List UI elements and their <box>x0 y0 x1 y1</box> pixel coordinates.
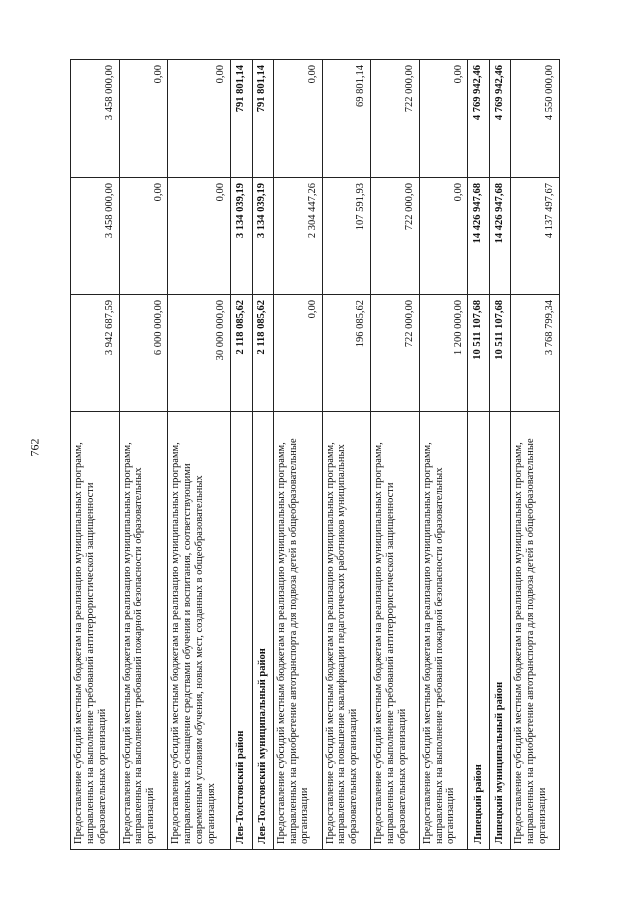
row-value-1: 30 000 000,00 <box>168 295 231 412</box>
row-description: Лев-Толстовский муниципальный район <box>252 412 273 850</box>
table-container <box>70 60 560 850</box>
row-value-2: 3 134 039,19 <box>252 178 273 295</box>
table-row-total <box>231 60 252 850</box>
row-value-2: 0,00 <box>419 178 468 295</box>
row-value-3: 0,00 <box>119 60 168 178</box>
page-number: 762 <box>27 438 42 457</box>
row-value-2: 2 304 447,26 <box>273 178 322 295</box>
row-value-1: 6 000 000,00 <box>119 295 168 412</box>
row-value-3: 791 801,14 <box>252 60 273 178</box>
row-description: Предоставление субсидий местным бюджетам на реализацию муниципальных программ, направленных на приобретение автотранспорта для подвоза детей в общеобразовательные организации <box>273 412 322 850</box>
row-value-1: 0,00 <box>273 295 322 412</box>
row-description: Предоставление субсидий местным бюджетам на реализацию муниципальных программ, направленных на выполнение требований пожарной безопасности образовательных организаций <box>419 412 468 850</box>
row-description: Предоставление субсидий местным бюджетам на реализацию муниципальных программ, направленных на выполнение требований антитеррористической защищенности образовательных организаций <box>71 412 120 850</box>
row-description: Лев-Толстовский район <box>231 412 252 850</box>
table-row <box>322 60 371 850</box>
row-value-3: 69 801,14 <box>322 60 371 178</box>
table-row <box>273 60 322 850</box>
table-row <box>371 60 420 850</box>
row-description: Предоставление субсидий местным бюджетам на реализацию муниципальных программ, направленных на выполнение требований пожарной безопасности образовательных организаций <box>119 412 168 850</box>
row-value-1: 10 511 107,68 <box>489 295 510 412</box>
table-row-total <box>468 60 489 850</box>
row-value-1: 3 768 799,34 <box>511 295 560 412</box>
table-row <box>419 60 468 850</box>
row-value-2: 107 591,93 <box>322 178 371 295</box>
table-row <box>168 60 231 850</box>
row-value-3: 0,00 <box>273 60 322 178</box>
table-row-total <box>489 60 510 850</box>
table-body <box>71 60 560 850</box>
table-row-total <box>252 60 273 850</box>
row-value-2: 14 426 947,68 <box>468 178 489 295</box>
row-value-2: 3 134 039,19 <box>231 178 252 295</box>
row-value-2: 14 426 947,68 <box>489 178 510 295</box>
row-description: Предоставление субсидий местным бюджетам на реализацию муниципальных программ, направленных на повышение квалификации педагогических работников муниципальных образовательных организаций <box>322 412 371 850</box>
row-description: Предоставление субсидий местным бюджетам на реализацию муниципальных программ, направленных на оснащение средствами обучения и воспитания, соответствующими современным условиям обучения, новых мест, созданных в общеобразовательных организациях <box>168 412 231 850</box>
row-value-1: 1 200 000,00 <box>419 295 468 412</box>
row-value-1: 3 942 687,59 <box>71 295 120 412</box>
row-value-1: 196 085,62 <box>322 295 371 412</box>
budget-table <box>70 59 560 850</box>
row-value-2: 4 137 497,67 <box>511 178 560 295</box>
row-value-1: 722 000,00 <box>371 295 420 412</box>
row-value-3: 0,00 <box>168 60 231 178</box>
rotated-table-frame <box>70 60 560 850</box>
row-value-3: 722 000,00 <box>371 60 420 178</box>
row-value-2: 0,00 <box>119 178 168 295</box>
row-value-3: 791 801,14 <box>231 60 252 178</box>
row-value-3: 4 550 000,00 <box>511 60 560 178</box>
row-value-2: 0,00 <box>168 178 231 295</box>
row-value-1: 2 118 085,62 <box>231 295 252 412</box>
row-value-3: 3 458 000,00 <box>71 60 120 178</box>
row-description: Липецкий муниципальный район <box>489 412 510 850</box>
row-value-1: 10 511 107,68 <box>468 295 489 412</box>
row-value-2: 722 000,00 <box>371 178 420 295</box>
table-row <box>71 60 120 850</box>
row-description: Предоставление субсидий местным бюджетам на реализацию муниципальных программ, направленных на выполнение требований антитеррористической защищенности образовательных организаций <box>371 412 420 850</box>
row-value-2: 3 458 000,00 <box>71 178 120 295</box>
row-description: Предоставление субсидий местным бюджетам на реализацию муниципальных программ, направленных на приобретение автотранспорта для подвоза детей в общеобразовательные организации <box>511 412 560 850</box>
table-row <box>119 60 168 850</box>
row-value-3: 4 769 942,46 <box>468 60 489 178</box>
row-value-3: 4 769 942,46 <box>489 60 510 178</box>
row-value-1: 2 118 085,62 <box>252 295 273 412</box>
row-description: Липецкий район <box>468 412 489 850</box>
table-row <box>511 60 560 850</box>
row-value-3: 0,00 <box>419 60 468 178</box>
